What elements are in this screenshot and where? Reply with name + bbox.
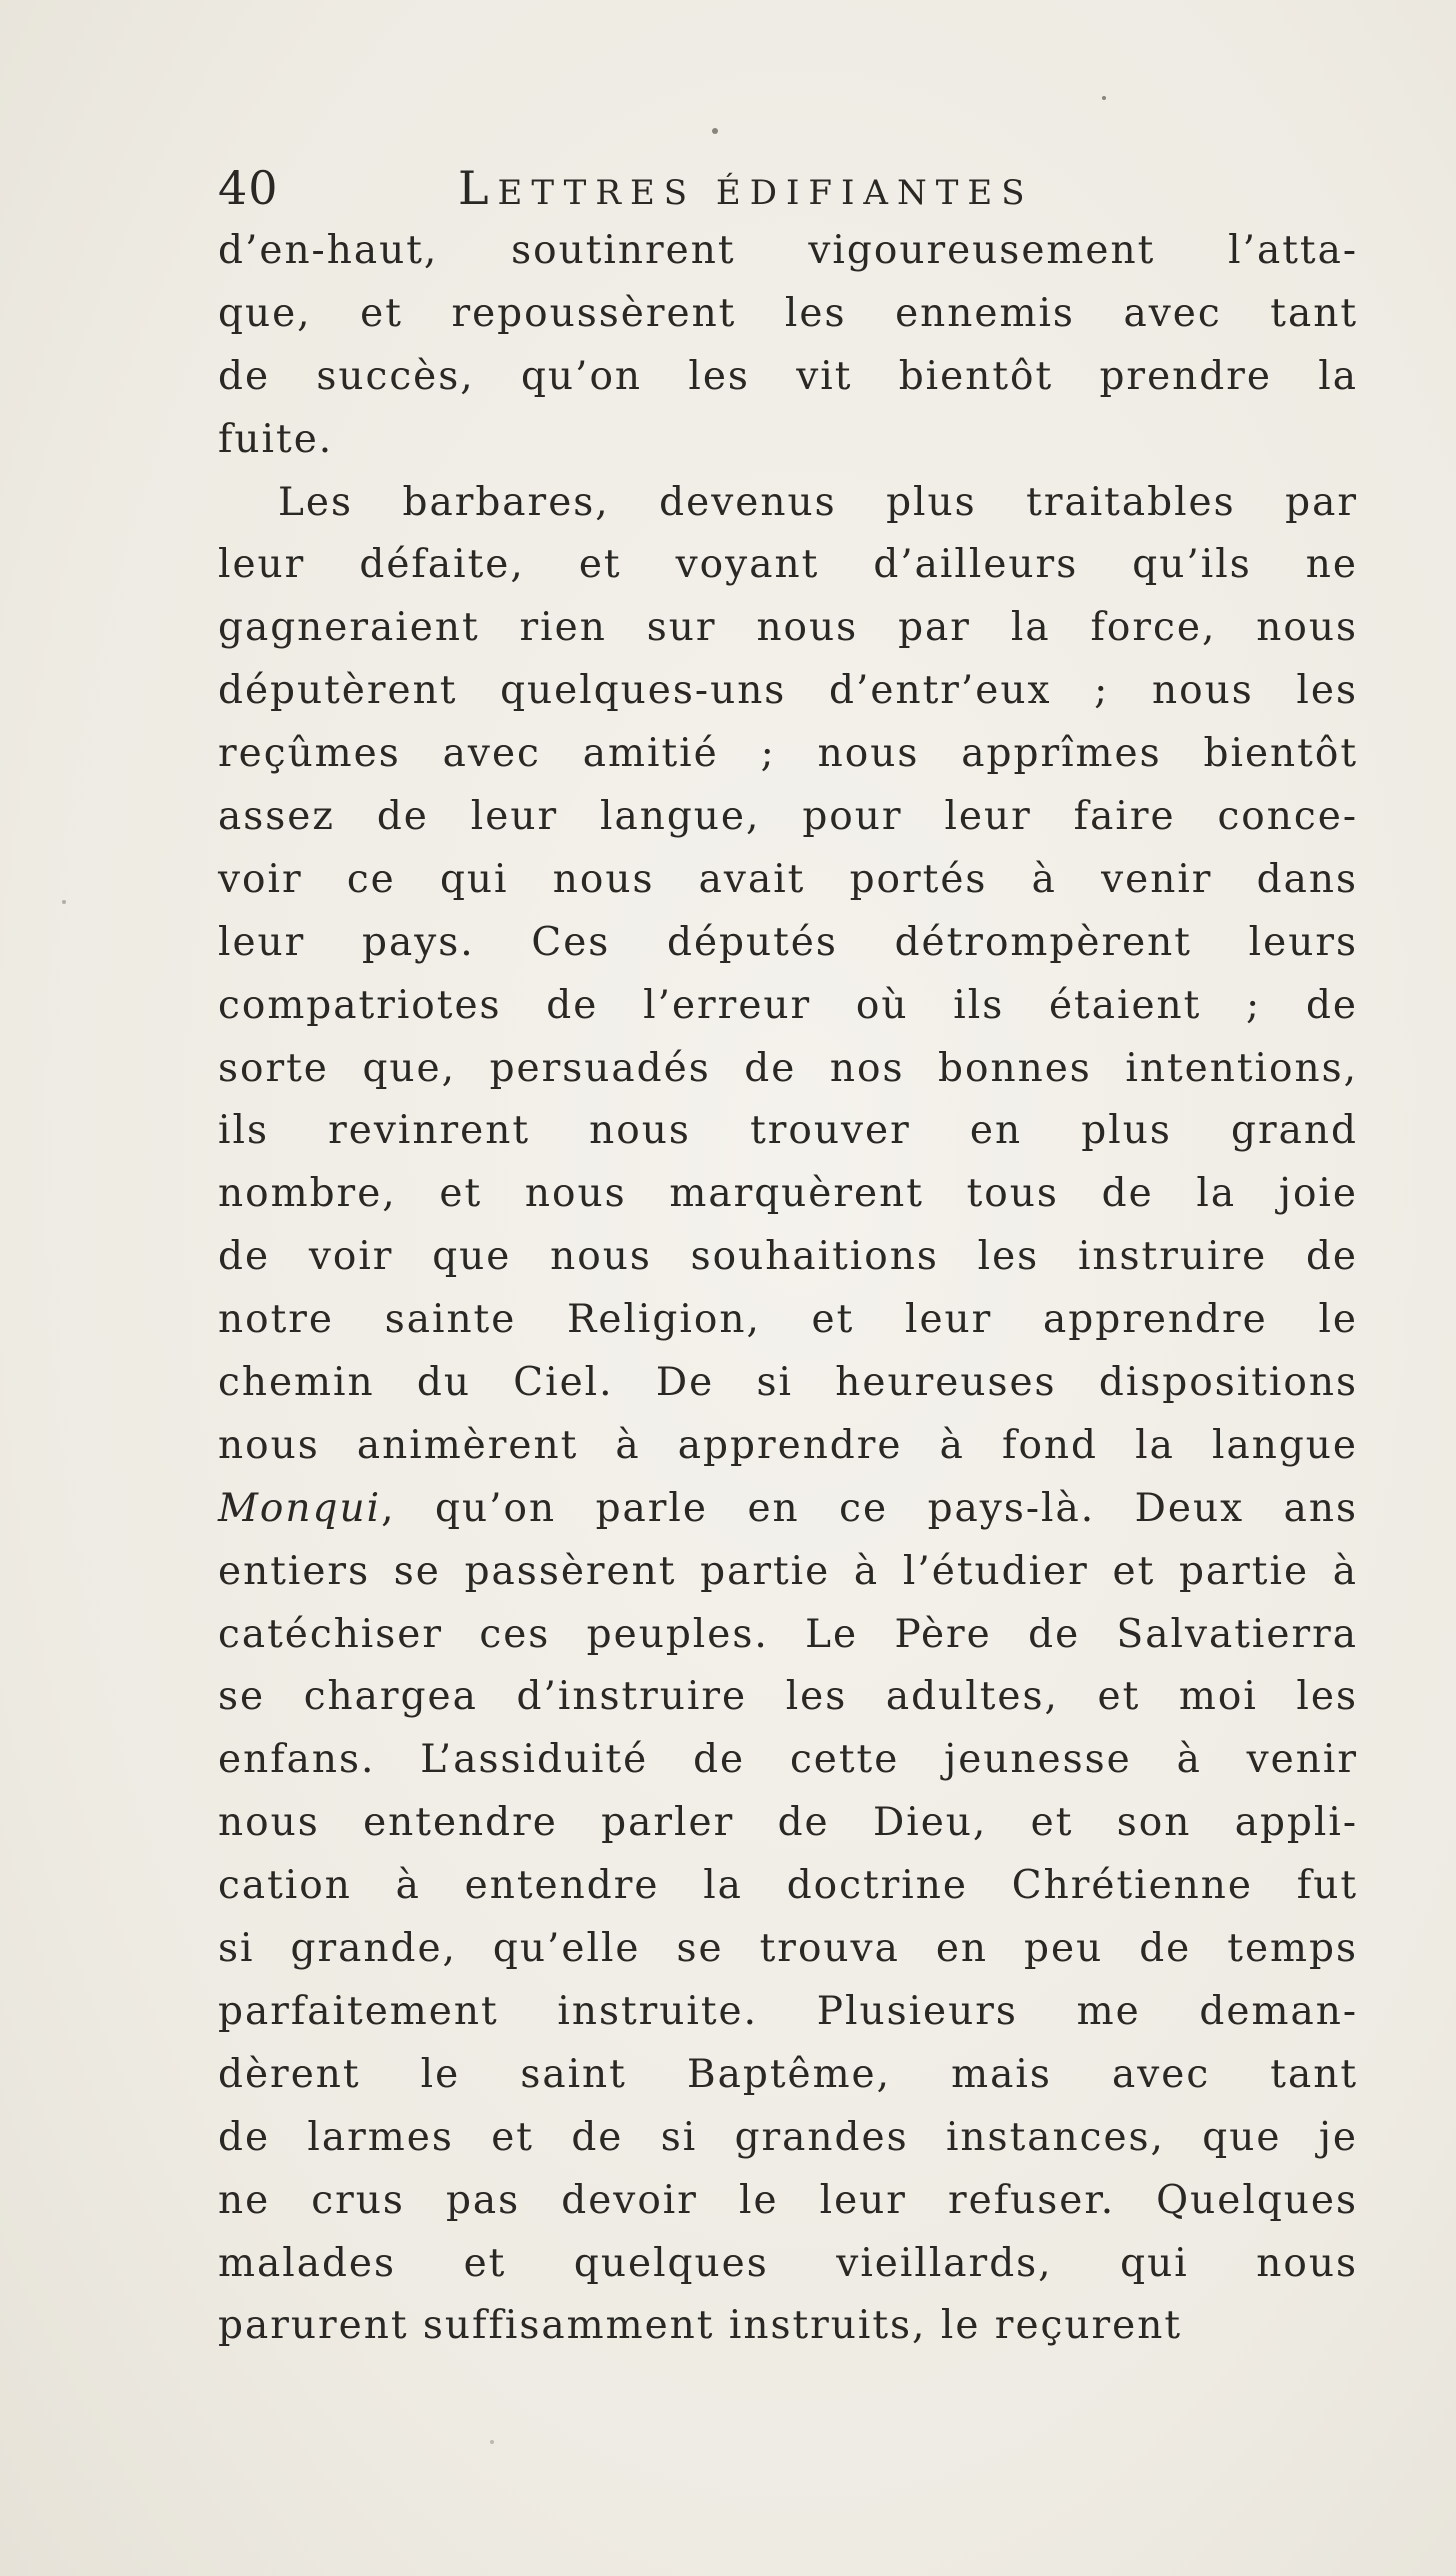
text-line: si grande, qu’elle se trouva en peu de temps — [218, 1926, 1358, 1972]
italic-word-monqui: Monqui — [218, 1485, 382, 1531]
text-line: gagneraient rien sur nous par la force, nous — [218, 605, 1358, 651]
text-line-remainder: , qu’on parle en ce pays-là. Deux ans — [381, 1485, 1358, 1531]
text-line: sorte que, persuadés de nos bonnes intentions, — [218, 1045, 1358, 1091]
text-line: notre sainte Religion, et leur apprendre le — [218, 1297, 1358, 1343]
body-text — [218, 220, 1358, 2358]
text-line: dèrent le saint Baptême, mais avec tant — [218, 2051, 1358, 2097]
text-line: malades et quelques vieillards, qui nous — [218, 2240, 1358, 2286]
text-line: de larmes et de si grandes instances, que je — [218, 2114, 1358, 2160]
text-line: enfans. L’assiduité de cette jeunesse à venir — [218, 1737, 1358, 1783]
text-line: voir ce qui nous avait portés à venir dans — [218, 856, 1358, 902]
paper-speck — [62, 900, 66, 904]
paper-speck — [1102, 96, 1106, 100]
text-line: fuite. — [218, 416, 334, 462]
text-line: reçûmes avec amitié ; nous apprîmes bientôt — [218, 731, 1358, 777]
text-line: ils revinrent nous trouver en plus grand — [218, 1108, 1358, 1154]
text-line: parurent suffisamment instruits, le reçurent — [218, 2303, 1182, 2349]
text-line: nous entendre parler de Dieu, et son appli- — [218, 1800, 1358, 1846]
text-line: assez de leur langue, pour leur faire conce- — [218, 794, 1358, 840]
text-line: de voir que nous souhaitions les instruire de — [218, 1234, 1358, 1280]
paper-speck — [712, 128, 718, 134]
text-line: nombre, et nous marquèrent tous de la joie — [218, 1171, 1358, 1217]
text-line: députèrent quelques-uns d’entr’eux ; nous les — [218, 668, 1358, 714]
text-line: leur pays. Ces députés détrompèrent leurs — [218, 919, 1358, 965]
text-line: nous animèrent à apprendre à fond la langue — [218, 1422, 1358, 1468]
text-line: parfaitement instruite. Plusieurs me deman- — [218, 1988, 1358, 2034]
running-title: LETTRES ÉDIFIANTES — [458, 161, 1034, 215]
text-line: compatriotes de l’erreur où ils étaient ; de — [218, 982, 1358, 1028]
text-line: cation à entendre la doctrine Chrétienne fut — [218, 1863, 1358, 1909]
text-line: catéchiser ces peuples. Le Père de Salvatierra — [218, 1611, 1358, 1657]
paper-speck — [490, 2440, 494, 2444]
paragraph-first-line: Les barbares, devenus plus traitables par — [278, 479, 1358, 525]
page-number: 40 — [218, 161, 279, 215]
text-line-with-italic — [218, 1478, 1358, 1541]
text-line: leur défaite, et voyant d’ailleurs qu’ils ne — [218, 542, 1358, 588]
text-line: ne crus pas devoir le leur refuser. Quelques — [218, 2177, 1358, 2223]
text-line: de succès, qu’on les vit bientôt prendre la — [218, 353, 1358, 399]
text-line: entiers se passèrent partie à l’étudier et partie à — [218, 1548, 1358, 1594]
page-header — [218, 160, 1358, 216]
text-line: que, et repoussèrent les ennemis avec tant — [218, 290, 1358, 336]
text-line: d’en-haut, soutinrent vigoureusement l’atta- — [218, 228, 1358, 273]
text-line: chemin du Ciel. De si heureuses dispositions — [218, 1360, 1358, 1406]
text-line: se chargea d’instruire les adultes, et moi les — [218, 1674, 1358, 1720]
